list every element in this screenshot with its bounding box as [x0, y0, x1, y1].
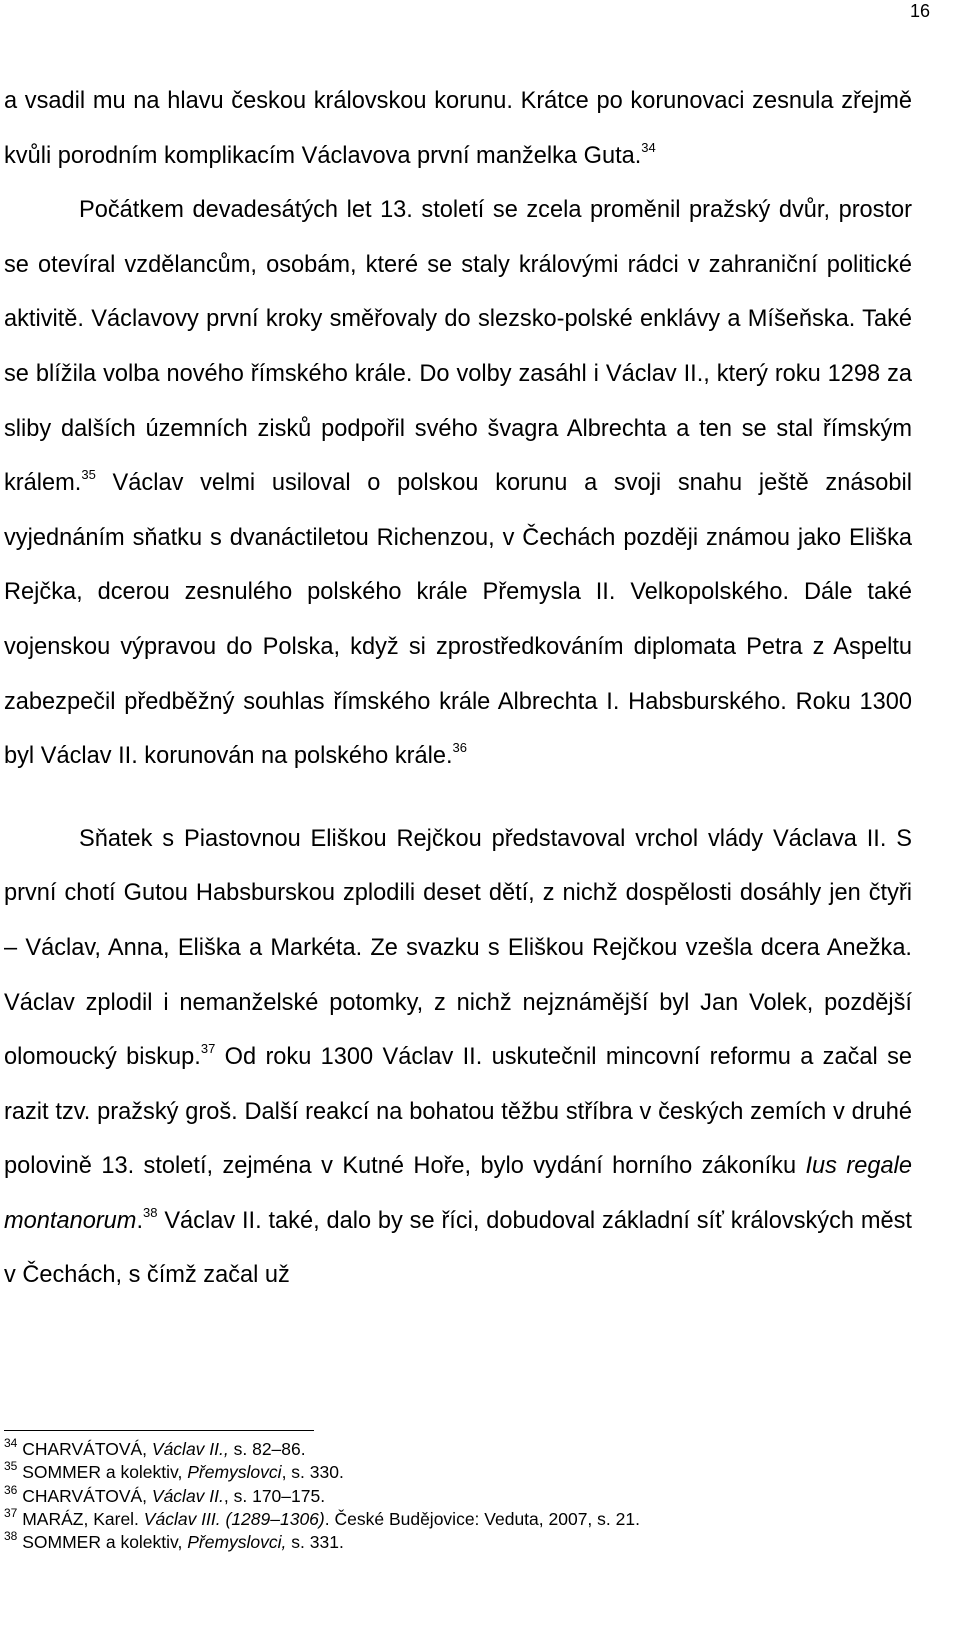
footnote-ref-38: 38	[143, 1205, 158, 1221]
footnote-text: SOMMER a kolektiv,	[22, 1462, 188, 1483]
paragraph-3-italic: Ius regale montanorum	[4, 1153, 912, 1234]
footnote-38	[4, 1531, 904, 1554]
footnote-title: Přemyslovci,	[187, 1532, 287, 1553]
paragraph-spacer	[4, 784, 912, 812]
paragraph-3-period: .	[136, 1207, 144, 1234]
paragraph-2-tail: Václav velmi usiloval o polskou korunu a svoji snahu ještě znásobil vyjednáním sňatku s dvanáctiletou Richenzou, v Čechách později známou jako Eliška Rejčka, dcerou zesnulého polského krále Přemysla II. Velkopolského. Dále také vojenskou výpravou do Polska, když si zprostředkováním diplomata Petra z Aspeltu zabezpečil předběžný souhlas římského krále Albrechta I. Habsburského. Roku 1300 byl Václav II. korunován na polského krále.	[4, 470, 912, 770]
footnote-text: s. 82–86.	[228, 1439, 306, 1459]
footnote-ref-34: 34	[641, 139, 656, 155]
page-number: 16	[909, 1, 930, 21]
footnote-35	[4, 1461, 904, 1484]
footnote-number: 38	[4, 1529, 18, 1544]
footnote-text: SOMMER a kolektiv,	[22, 1532, 188, 1553]
footnote-number: 35	[4, 1459, 18, 1474]
footnote-text: MARÁZ, Karel.	[22, 1508, 144, 1529]
footnote-title: Václav II.,	[151, 1439, 229, 1459]
footnotes	[4, 1438, 904, 1554]
body-text	[4, 74, 912, 1303]
footnote-text: , s. 170–175.	[223, 1485, 326, 1506]
paragraph-2	[4, 183, 912, 784]
paragraph-3-tail: Václav II. také, dalo by se říci, dobudoval základní síť královských měst v Čechách, s čímž začal už	[4, 1207, 912, 1289]
footnote-ref-35: 35	[81, 467, 96, 483]
footnote-divider	[4, 1430, 314, 1431]
footnote-number: 34	[4, 1436, 18, 1451]
footnote-number: 36	[4, 1482, 18, 1497]
footnote-title: Václav II.	[151, 1485, 224, 1506]
paragraph-3	[4, 812, 912, 1303]
paragraph-3-mid: Od roku 1300 Václav II. uskutečnil mincovní reformu a začal se razit tzv. pražský groš. Další reakcí na bohatou těžbu stříbra v českých zemích v druhé polovině 13. století, zejména v Kutné Hoře, bylo vydání horního zákoníku	[4, 1044, 912, 1180]
footnote-34	[4, 1438, 904, 1461]
footnote-text: CHARVÁTOVÁ,	[22, 1485, 152, 1506]
footnote-37	[4, 1508, 904, 1531]
footnote-text: CHARVÁTOVÁ,	[22, 1439, 152, 1459]
footnote-text: s. 331.	[286, 1532, 344, 1553]
footnote-title: Václav III. (1289–1306)	[143, 1508, 325, 1529]
paragraph-2-lead: Počátkem devadesátých let 13. století se zcela proměnil pražský dvůr, prostor se otevíral vzdělancům, osobám, které se staly královými rádci v zahraniční politické aktivitě. Václavovy první kroky směřovaly do slezsko-polské enklávy a Míšeňska. Také se blížila volba nového římského krále. Do volby zasáhl i Václav II., který roku 1298 za sliby dalších územních zisků podpořil svého švagra Albrechta a ten se stal římským králem.	[4, 197, 912, 497]
paragraph-1-text: a vsadil mu na hlavu českou královskou korunu. Krátce po korunovaci zesnula zřejmě kvůli porodním komplikacím Václavova první manželka Guta.	[4, 88, 912, 169]
footnote-ref-36: 36	[452, 740, 468, 756]
paragraph-1	[4, 74, 912, 183]
footnote-36	[4, 1482, 904, 1508]
footnote-text: . České Budějovice: Veduta, 2007, s. 21.	[324, 1508, 640, 1529]
footnote-text: , s. 330.	[281, 1462, 344, 1483]
footnote-number: 37	[4, 1506, 18, 1521]
paragraph-3-lead: Sňatek s Piastovnou Eliškou Rejčkou představoval vrchol vlády Václava II. S první chotí Gutou Habsburskou zplodili deset dětí, z nichž dospělosti dosáhly jen čtyři – Václav, Anna, Eliška a Markéta. Ze svazku s Eliškou Rejčkou vzešla dcera Anežka. Václav zplodil i nemanželské potomky, z nichž nejznámější byl Jan Volek, pozdější olomoucký biskup.	[4, 825, 912, 1071]
footnote-ref-37: 37	[200, 1041, 216, 1057]
footnote-title: Přemyslovci	[187, 1462, 282, 1483]
